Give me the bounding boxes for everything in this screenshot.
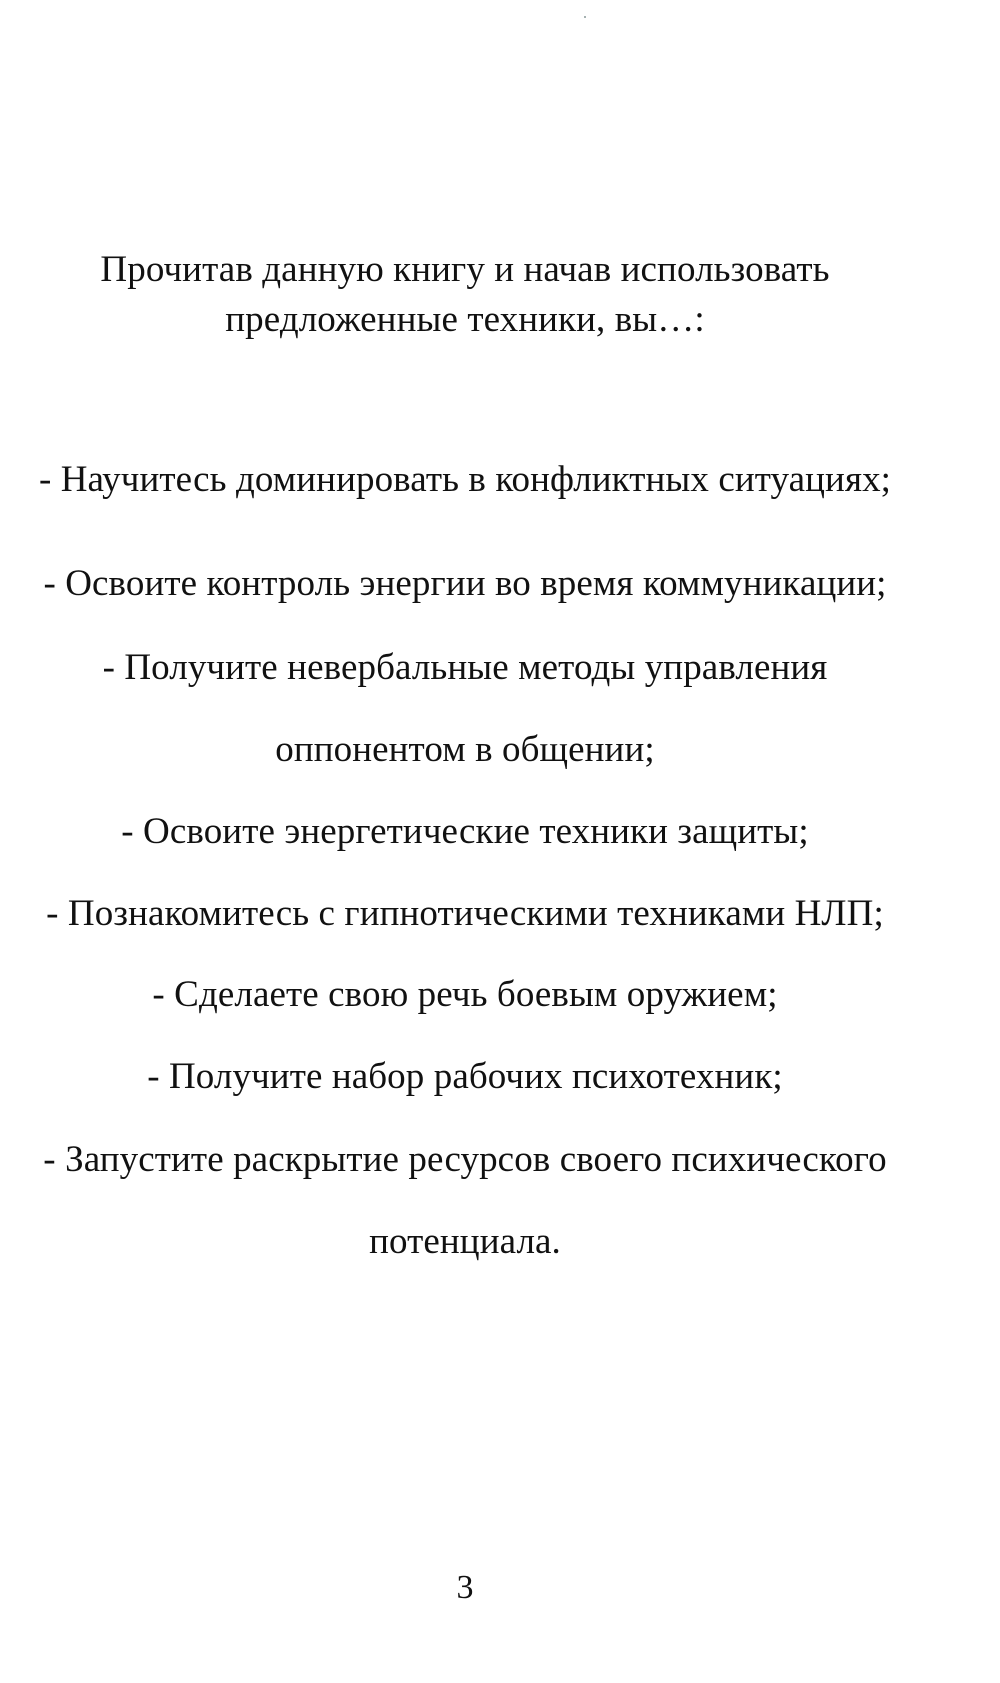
list-item-continuation: оппонентом в общении; xyxy=(275,729,655,770)
list-item: - Научитесь доминировать в конфликтных ситуациях; xyxy=(38,459,892,500)
list-item: - Освоите энергетические техники защиты; xyxy=(121,811,809,852)
list-item: - Запустите раскрытие ресурсов своего психического xyxy=(43,1139,887,1180)
list-item: - Освоите контроль энергии во время коммуникации; xyxy=(43,563,887,604)
list-item: - Получите набор рабочих психотехник; xyxy=(147,1056,783,1097)
intro-line-2: предложенные техники, вы…: xyxy=(225,299,705,340)
list-item: - Познакомитесь с гипнотическими техниками НЛП; xyxy=(46,893,884,934)
list-item-continuation: потенциала. xyxy=(369,1221,561,1262)
page-number: 3 xyxy=(456,1569,474,1606)
list-item: - Сделаете свою речь боевым оружием; xyxy=(152,974,778,1015)
list-item: - Получите невербальные методы управления xyxy=(102,647,828,688)
intro-line-1: Прочитав данную книгу и начав использовать xyxy=(100,249,830,290)
scan-speck xyxy=(584,16,586,18)
